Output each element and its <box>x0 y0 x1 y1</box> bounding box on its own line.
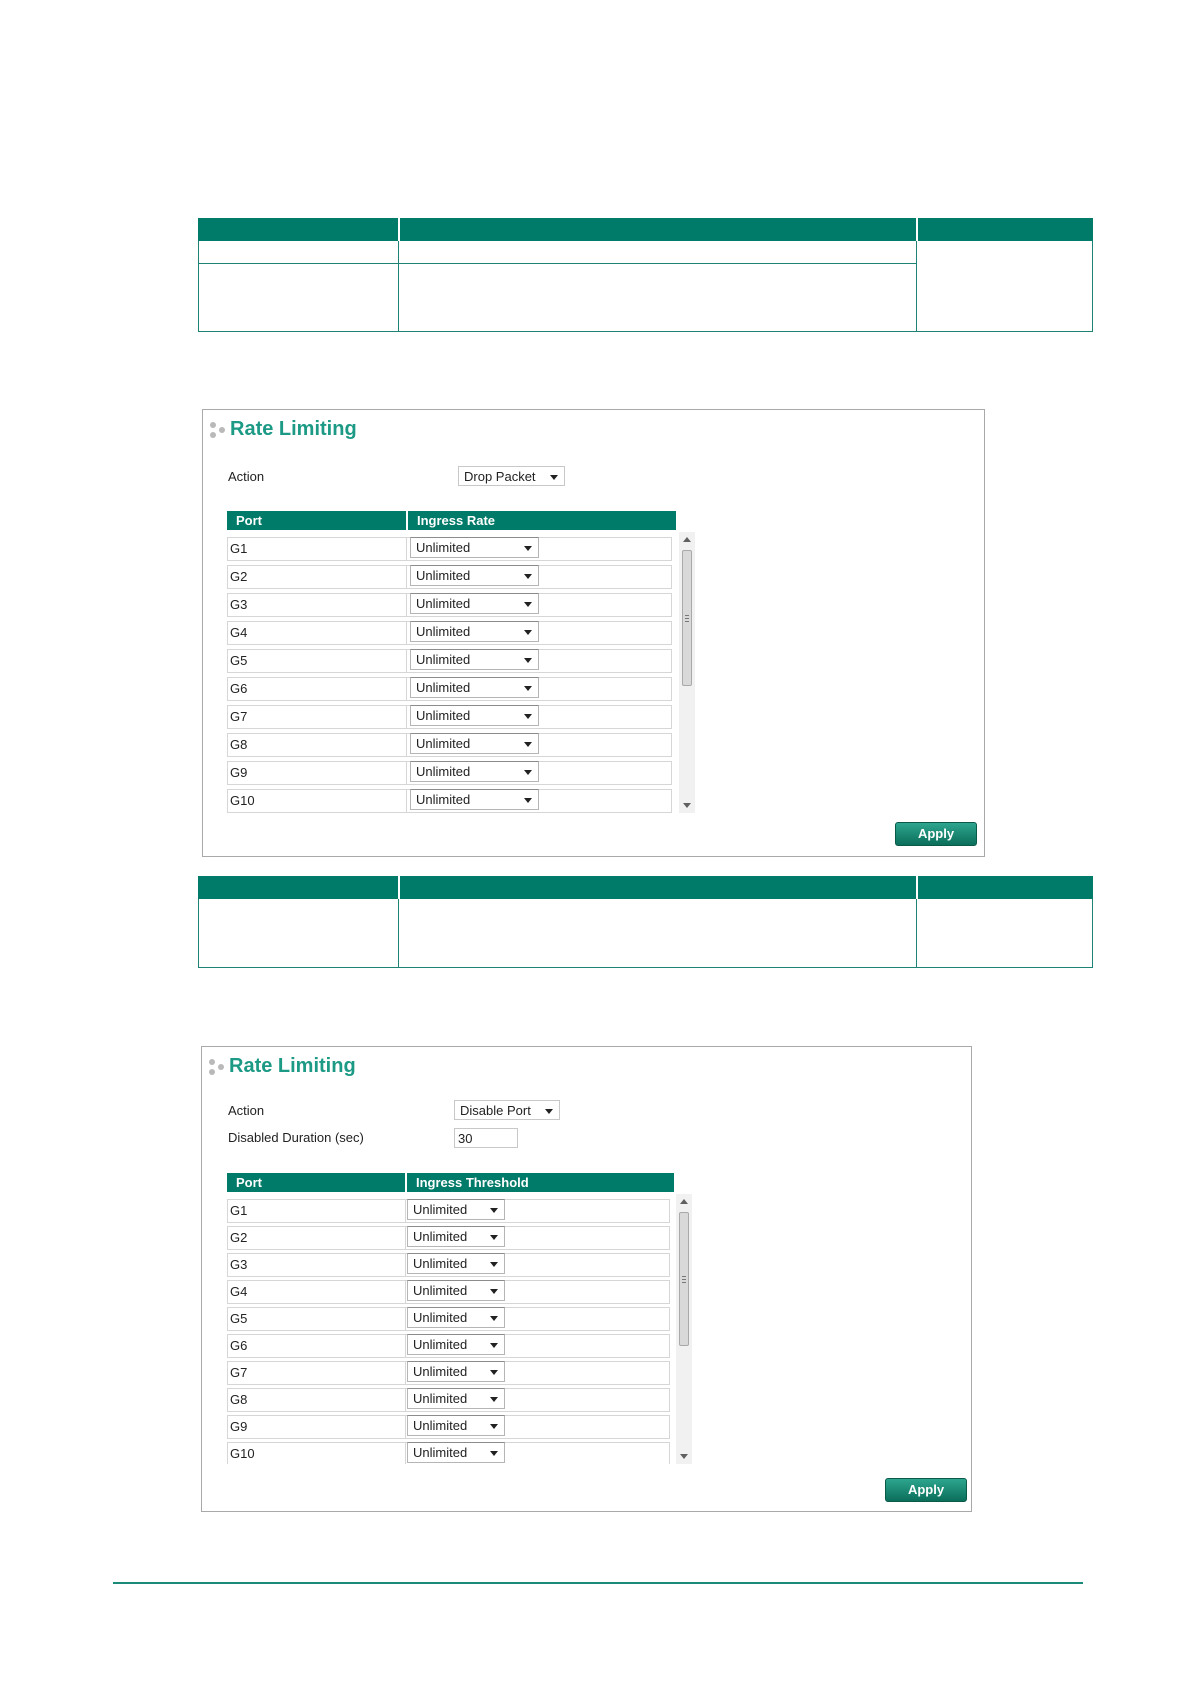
threshold-select[interactable]: Unlimited <box>407 1334 505 1355</box>
scroll-up-icon[interactable] <box>683 537 691 542</box>
chevron-down-icon <box>490 1235 498 1240</box>
panel-heading <box>208 1055 356 1078</box>
panel-heading <box>209 418 357 441</box>
table-row: G4 Unlimited <box>227 1279 674 1306</box>
action-select[interactable]: Drop Packet <box>458 466 565 486</box>
threshold-select[interactable]: Unlimited <box>407 1280 505 1301</box>
action-label: Action <box>228 1103 265 1118</box>
chevron-down-icon <box>550 475 558 480</box>
rate-select[interactable]: Unlimited <box>410 621 539 642</box>
column-header-ingress-rate: Ingress Rate <box>406 511 676 530</box>
chevron-down-icon <box>490 1397 498 1402</box>
table-row: G5 Unlimited <box>227 648 676 675</box>
rate-limiting-panel-drop <box>202 409 985 857</box>
list-scrollbar[interactable] <box>679 532 695 813</box>
apply-button[interactable]: Apply <box>885 1478 967 1502</box>
chevron-down-icon <box>524 546 532 551</box>
table-header <box>227 511 676 530</box>
table-row: G7 Unlimited <box>227 704 676 731</box>
list-scrollbar[interactable] <box>676 1194 692 1464</box>
table-row: G2 Unlimited <box>227 564 676 591</box>
port-threshold-list <box>227 1198 674 1464</box>
scroll-down-icon[interactable] <box>683 803 691 808</box>
table-row: G8 Unlimited <box>227 732 676 759</box>
chevron-down-icon <box>524 630 532 635</box>
rate-select[interactable]: Unlimited <box>410 789 539 810</box>
panel-title: Rate Limiting <box>230 418 357 440</box>
chevron-down-icon <box>524 742 532 747</box>
disabled-duration-label: Disabled Duration (sec) <box>228 1130 364 1145</box>
chevron-down-icon <box>490 1424 498 1429</box>
chevron-down-icon <box>490 1316 498 1321</box>
chevron-down-icon <box>545 1109 553 1114</box>
threshold-select[interactable]: Unlimited <box>407 1442 505 1463</box>
chevron-down-icon <box>524 574 532 579</box>
title-dots-icon <box>209 419 227 441</box>
table-row: G10 Unlimited <box>227 788 676 813</box>
column-header-port: Port <box>227 511 406 530</box>
rate-select[interactable]: Unlimited <box>410 677 539 698</box>
table-row: G1 Unlimited <box>227 1198 674 1225</box>
chevron-down-icon <box>490 1208 498 1213</box>
scroll-thumb[interactable] <box>682 550 692 686</box>
action-select[interactable]: Disable Port <box>454 1100 560 1120</box>
chevron-down-icon <box>490 1370 498 1375</box>
chevron-down-icon <box>524 770 532 775</box>
column-header-ingress-threshold: Ingress Threshold <box>405 1173 674 1192</box>
rate-select[interactable]: Unlimited <box>410 733 539 754</box>
scroll-down-icon[interactable] <box>680 1454 688 1459</box>
threshold-select[interactable]: Unlimited <box>407 1307 505 1328</box>
table-row: G6 Unlimited <box>227 676 676 703</box>
chevron-down-icon <box>524 602 532 607</box>
table-row: G9 Unlimited <box>227 1414 674 1441</box>
column-header-port: Port <box>227 1173 405 1192</box>
threshold-select[interactable]: Unlimited <box>407 1415 505 1436</box>
rate-select[interactable]: Unlimited <box>410 649 539 670</box>
parameter-table-2 <box>198 876 1093 968</box>
table-row: G1 Unlimited <box>227 536 676 563</box>
chevron-down-icon <box>524 686 532 691</box>
footer-divider <box>113 1582 1083 1584</box>
chevron-down-icon <box>524 798 532 803</box>
rate-select[interactable]: Unlimited <box>410 593 539 614</box>
port-rate-list <box>227 536 676 813</box>
table-row: G6 Unlimited <box>227 1333 674 1360</box>
rate-select[interactable]: Unlimited <box>410 537 539 558</box>
panel-title: Rate Limiting <box>229 1055 356 1077</box>
rate-select[interactable]: Unlimited <box>410 565 539 586</box>
scroll-thumb[interactable] <box>679 1212 689 1346</box>
table-row: G4 Unlimited <box>227 620 676 647</box>
threshold-select[interactable]: Unlimited <box>407 1361 505 1382</box>
table-row: G9 Unlimited <box>227 760 676 787</box>
title-dots-icon <box>208 1056 226 1078</box>
disabled-duration-input[interactable]: 30 <box>454 1128 518 1148</box>
scroll-up-icon[interactable] <box>680 1199 688 1204</box>
rate-select[interactable]: Unlimited <box>410 705 539 726</box>
threshold-select[interactable]: Unlimited <box>407 1226 505 1247</box>
chevron-down-icon <box>524 714 532 719</box>
table-row: G5 Unlimited <box>227 1306 674 1333</box>
chevron-down-icon <box>490 1262 498 1267</box>
apply-button[interactable]: Apply <box>895 822 977 846</box>
chevron-down-icon <box>524 658 532 663</box>
table-row: G10 Unlimited <box>227 1441 674 1464</box>
action-label: Action <box>228 469 265 484</box>
chevron-down-icon <box>490 1343 498 1348</box>
table-row: G8 Unlimited <box>227 1387 674 1414</box>
table-row: G7 Unlimited <box>227 1360 674 1387</box>
rate-select[interactable]: Unlimited <box>410 761 539 782</box>
table-header <box>227 1173 674 1192</box>
threshold-select[interactable]: Unlimited <box>407 1388 505 1409</box>
threshold-select[interactable]: Unlimited <box>407 1199 505 1220</box>
parameter-table-1 <box>198 218 1093 332</box>
table-row: G3 Unlimited <box>227 1252 674 1279</box>
table-row: G2 Unlimited <box>227 1225 674 1252</box>
table-row: G3 Unlimited <box>227 592 676 619</box>
rate-limiting-panel-disable <box>201 1046 972 1512</box>
threshold-select[interactable]: Unlimited <box>407 1253 505 1274</box>
chevron-down-icon <box>490 1289 498 1294</box>
chevron-down-icon <box>490 1451 498 1456</box>
